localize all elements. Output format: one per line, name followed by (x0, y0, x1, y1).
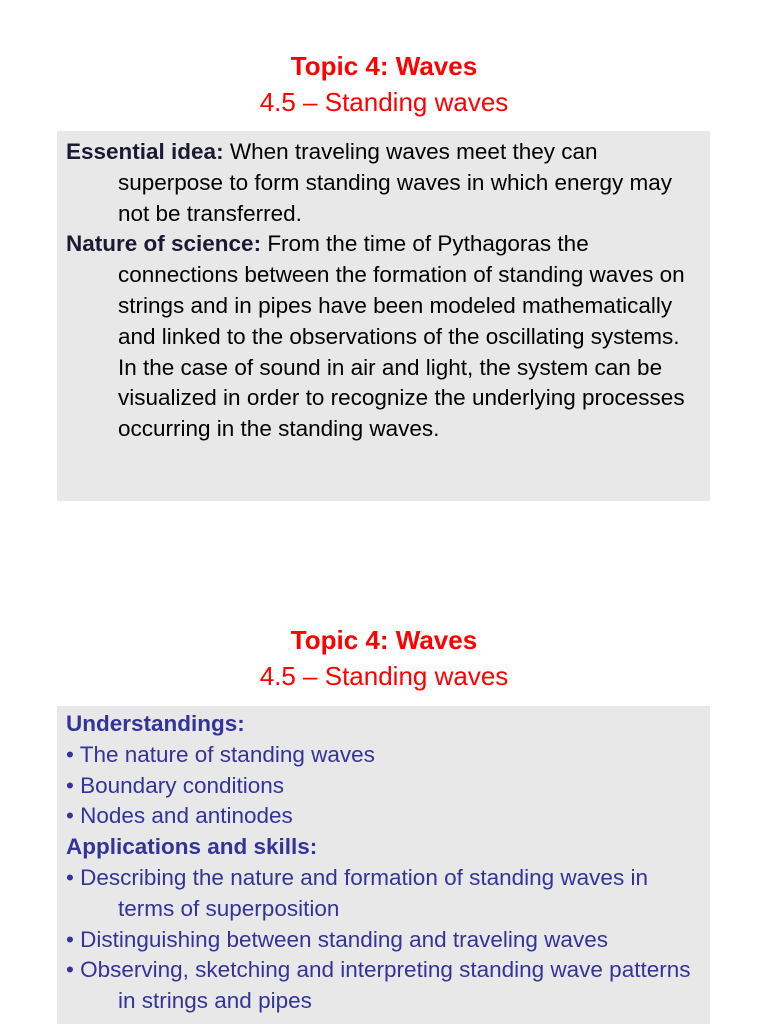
understandings-box (57, 706, 710, 1024)
slide-understandings (0, 575, 768, 1024)
nature-of-science-text: From the time of Pythagoras the connections between the formation of standing waves on strings and in pipes have been modeled mathematically and linked to the observations of the oscillating systems. In the case of sound in air and light, the system can be visualized in order to recognize the underlying processes occurring in the standing waves. (118, 231, 685, 442)
essential-idea-box (57, 131, 710, 501)
slide-title: Topic 4: Waves (290, 625, 478, 655)
essential-idea-paragraph (66, 137, 702, 229)
understandings-heading: Understandings: (66, 711, 245, 736)
slide-subtitle: 4.5 – Standing waves (259, 661, 509, 691)
slide-title: Topic 4: Waves (290, 51, 478, 81)
list-item: • Boundary conditions (66, 772, 285, 798)
list-item: • Distinguishing between standing and traveling waves (66, 926, 608, 952)
list-item: • Describing the nature and formation of standing waves in terms of superposition (66, 864, 648, 921)
list-item: • The nature of standing waves (66, 741, 375, 767)
slide-subtitle: 4.5 – Standing waves (259, 87, 509, 117)
essential-idea-text: When traveling waves meet they can superpose to form standing waves in which energy may not be transferred. (118, 139, 673, 226)
essential-idea-label: Essential idea: (66, 139, 224, 164)
nature-of-science-label: Nature of science: (66, 231, 262, 257)
list-item: • Nodes and antinodes (66, 803, 293, 829)
applications-heading: Applications and skills: (66, 834, 318, 860)
nature-of-science-paragraph (66, 229, 702, 445)
list-item: • Observing, sketching and interpreting standing wave patterns in strings and pipes (66, 957, 691, 1014)
